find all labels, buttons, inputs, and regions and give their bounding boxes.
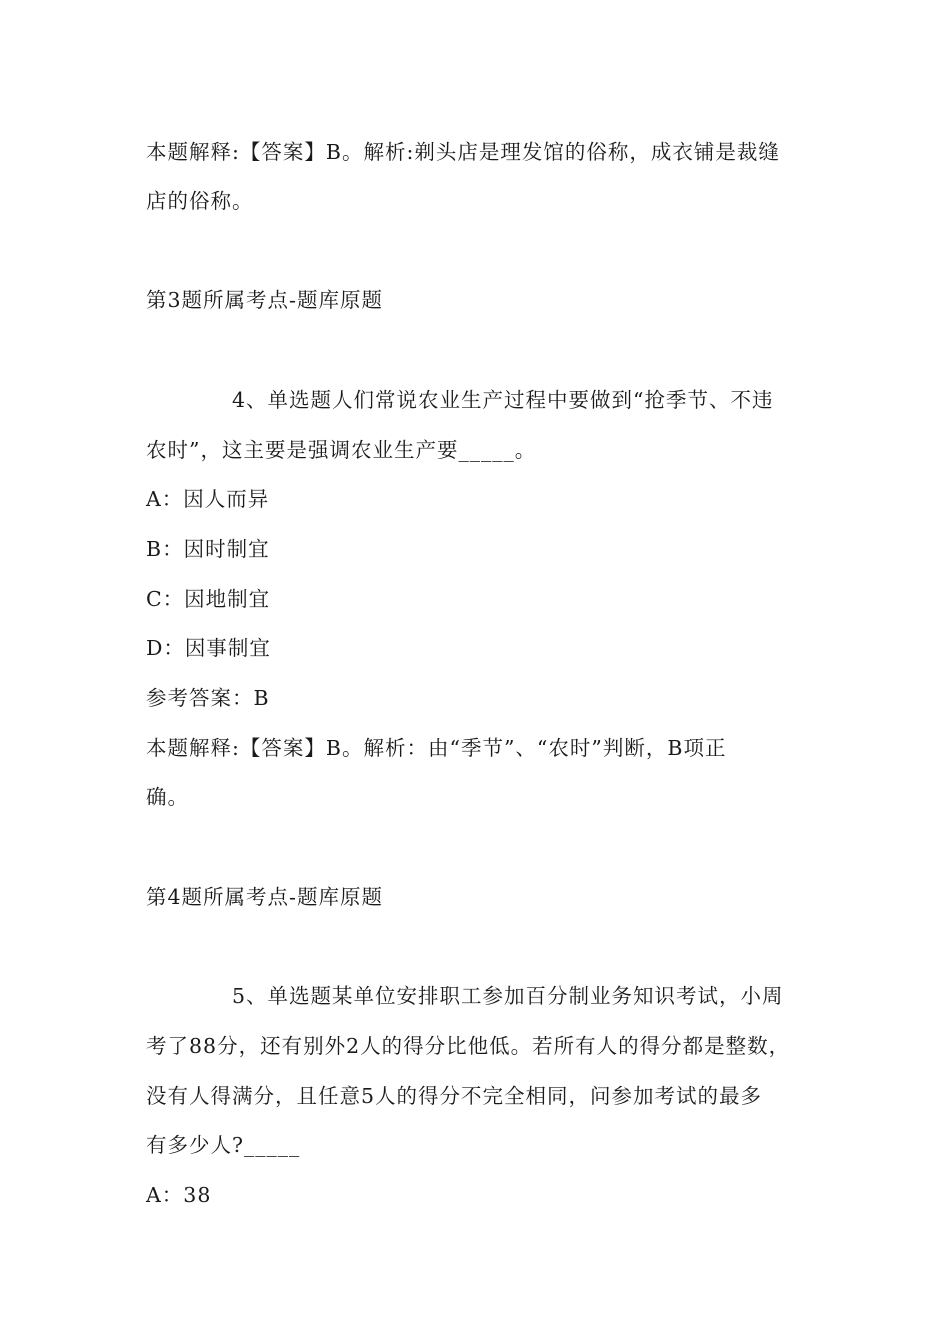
q4-stem-line-1: 4、单选题人们常说农业生产过程中要做到“抢季节、不违 [232,388,774,412]
q5-stem-line-3: 没有人得满分，且任意5人的得分不完全相同，问参加考试的最多 [146,1084,763,1108]
q4-option-a: A：因人而异 [146,487,270,511]
q4-option-b: B：因时制宜 [146,537,270,561]
q3-topic: 第3题所属考点-题库原题 [146,288,383,312]
q3-explanation-line-1: 本题解释:【答案】B。解析:剃头店是理发馆的俗称，成衣铺是裁缝 [146,140,780,164]
q4-answer: 参考答案：B [146,686,270,710]
q4-explanation-line-2: 确。 [146,785,189,809]
q5-stem-line-2: 考了88分，还有别外2人的得分比他低。若所有人的得分都是整数， [146,1034,791,1058]
q5-stem-line-1: 5、单选题某单位安排职工参加百分制业务知识考试，小周 [232,984,784,1008]
q4-topic: 第4题所属考点-题库原题 [146,885,383,909]
q4-option-c: C：因地制宜 [146,587,271,611]
q5-stem-line-4: 有多少人?_____ [146,1133,301,1157]
q5-option-a: A：38 [146,1183,212,1207]
q3-explanation-line-2: 店的俗称。 [146,189,254,213]
q4-option-d: D：因事制宜 [146,636,271,660]
q4-explanation-line-1: 本题解释:【答案】B。解析：由“季节”、“农时”判断，B项正 [146,736,727,760]
q4-stem-line-2: 农时”，这主要是强调农业生产要_____。 [146,438,537,462]
